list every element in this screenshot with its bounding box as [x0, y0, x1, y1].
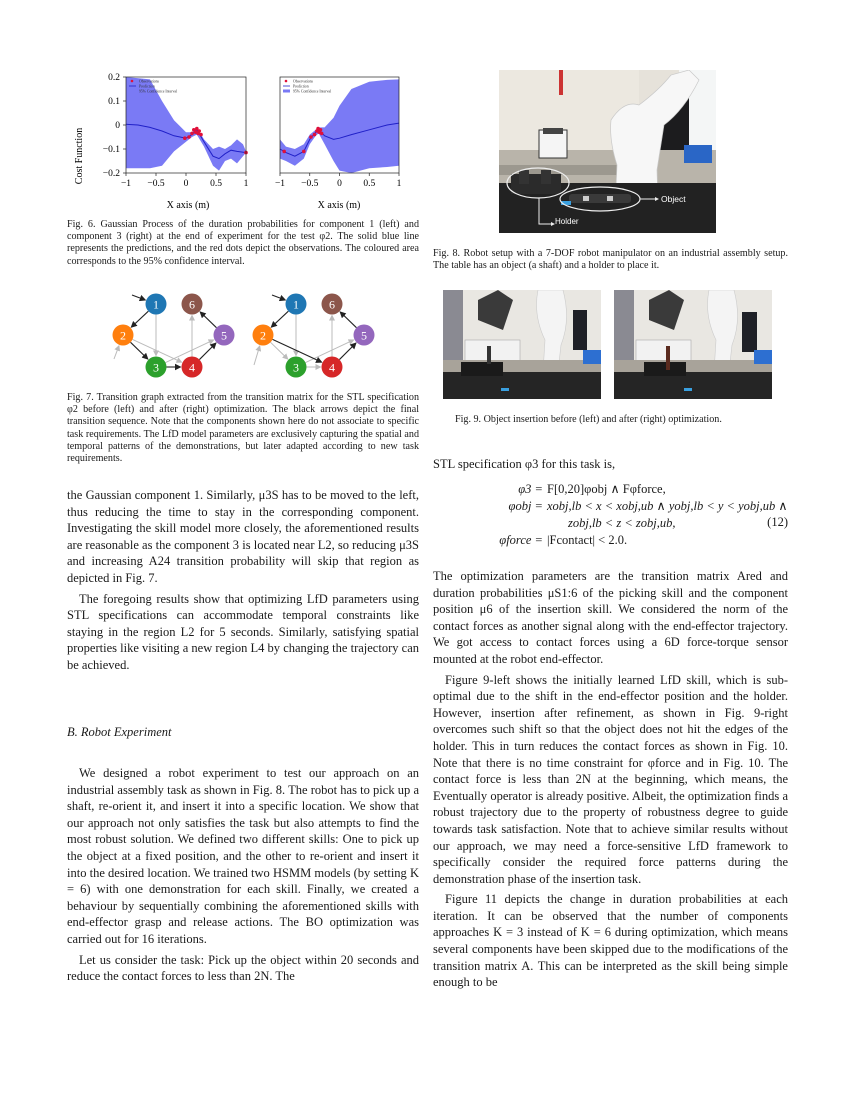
paragraph: The optimization parameters are the transition matrix Ared and duration probabilities μS1:6 of the picking skill and the component position μ6 of the insertion skill. We considered the norm of the contact forces as another signal along with the end-effector trajectory. We got access to contact forces using a 6D force-torque sensor mounted at the robot end-effector.: [433, 569, 788, 666]
transition-arrow-final: [272, 295, 285, 300]
observation-point: [190, 132, 194, 136]
transition-arrow-faded: [114, 346, 119, 359]
transition-arrow-faded: [254, 346, 260, 365]
state-node-label: 4: [189, 360, 195, 375]
fig8-holder-label: Holder: [555, 217, 579, 226]
fig7-graph-before: [113, 294, 235, 378]
legend-ci-marker: [283, 90, 290, 93]
transition-arrow-final: [340, 312, 356, 328]
eq-line4-lhs: φforce =: [499, 533, 543, 547]
state-node-label: 4: [329, 360, 335, 375]
x-tick-label: 0: [183, 179, 189, 189]
y-tick-label: 0: [115, 121, 120, 131]
legend-label: Observations: [293, 79, 314, 84]
eq-line4-rhs: |Fcontact| < 2.0.: [547, 533, 628, 547]
fig6-caption: [67, 219, 419, 268]
section-heading: B. Robot Experiment: [67, 725, 172, 739]
eq-line3: zobj,lb < z < zobj,ub,: [568, 516, 676, 530]
fig7-caption-text: Fig. 7. Transition graph extracted from the transition matrix for the STL specification φ2 before (left) and after (right) optimization. The black arrows depict the final transition sequence. Note that the components shown here do not associate to specific task requirements. The LfD model parameters are exclusively capturing the spatial and temporal patterns of the demonstrations, but later adapted according to new task requirements.: [67, 392, 419, 465]
paragraph: Let us consider the task: Pick up the object within 20 seconds and reduce the contact forces to less than 2N. The: [67, 952, 419, 984]
transition-arrow-final: [271, 311, 288, 327]
x-tick-label: 1: [396, 179, 402, 189]
legend-label: 95% Confidence Interval: [293, 89, 332, 94]
x-tick-label: −1: [274, 179, 286, 189]
transition-arrow-final: [131, 311, 148, 327]
observation-point: [313, 133, 317, 137]
fig9-before-photo: [443, 290, 601, 399]
fig7-graph-after: [253, 294, 375, 378]
paragraph: The foregoing results show that optimizing LfD parameters using STL specifications can accommodate temporal constraints like staying in the region L2 for 5 seconds. Similarly, satisfying spatial properties like visiting a new region L4 by changing the trajectory can be achieved.: [67, 591, 419, 672]
state-node-label: 2: [120, 328, 126, 343]
legend-label: Observations: [139, 79, 160, 84]
equation-number: (12): [767, 515, 788, 529]
equation-12: [443, 481, 788, 561]
transition-arrow-final: [132, 295, 145, 300]
fig8-caption-text: Fig. 8. Robot setup with a 7-DOF robot manipulator on an industrial assembly setup. The table has an object (a shaft) and a holder to place it.: [433, 248, 788, 272]
legend-ci-marker: [129, 90, 136, 93]
state-node-label: 1: [293, 297, 299, 312]
transition-arrow-final: [200, 312, 216, 328]
x-tick-label: 1: [243, 179, 249, 189]
x-tick-label: −0.5: [301, 179, 319, 189]
fig6-caption-text: Fig. 6. Gaussian Process of the duration probabilities for component 1 (left) and component 3 (right) at the end of experiment for the test φ2. The solid blue line represents the predictions, and the red dots depict the observations. The coloured area corresponds to the 95% confidence interval.: [67, 219, 419, 267]
eq-line2-lhs: φobj =: [508, 499, 543, 513]
left-column-lower: [67, 765, 419, 989]
state-node-label: 2: [260, 328, 266, 343]
fig7-caption: [67, 392, 419, 465]
eq-line1-rhs: F[0,20]φobj ∧ Fφforce,: [547, 482, 666, 496]
legend-label: Prediction: [139, 84, 155, 89]
legend-observations-marker: [131, 80, 134, 83]
observation-point: [183, 136, 187, 140]
fig9-after-illustration: [614, 290, 772, 399]
observation-point: [282, 150, 286, 154]
observation-point: [319, 128, 323, 132]
observation-point: [302, 150, 306, 154]
state-node-label: 5: [221, 328, 227, 343]
fig6-xlabel-right: X axis (m): [317, 200, 361, 211]
fig8-photo-illustration: [499, 70, 716, 233]
state-node-label: 3: [153, 360, 159, 375]
state-node-label: 1: [153, 297, 159, 312]
left-column: [67, 487, 419, 678]
fig9-before-illustration: [443, 290, 601, 399]
state-node-label: 6: [189, 297, 195, 312]
observation-point: [187, 135, 191, 139]
state-node-label: 3: [293, 360, 299, 375]
observation-point: [309, 135, 313, 139]
y-tick-label: −0.1: [102, 145, 120, 155]
x-tick-label: −1: [120, 179, 132, 189]
state-node-label: 5: [361, 328, 367, 343]
fig8-object-label: Object: [661, 194, 686, 204]
fig6-xlabel-left: X axis (m): [166, 200, 210, 211]
fig6-ylabel: Cost Function: [74, 127, 85, 185]
fig6-panel-right: [275, 77, 402, 189]
observation-point: [197, 129, 201, 133]
paragraph: We designed a robot experiment to test our approach on an industrial assembly task as shown in Fig. 8. The robot has to pick up a shaft, re-orient it, and insert it into a specific location. We show that our approach not only satisfies the task but also attempts to find the most robust solution. We defined two different skills: One to pick up the object at a fixed position, and the other to re-orient and insert it into the desired location. We trained two HSMM models (by setting K = 6) with one demonstration for each skill. Finally, we created a behaviour by sequentially combining the aforementioned skills with end-effector grasp and release actions. The BO optimization was carried out for 16 iterations.: [67, 766, 419, 946]
eq-line2-rhs: xobj,lb < x < xobj,ub ∧ yobj,lb < y < yobj,ub ∧: [547, 499, 788, 513]
right-column: [433, 568, 788, 995]
state-node-label: 6: [329, 297, 335, 312]
x-tick-label: 0.5: [363, 179, 376, 189]
legend-observations-marker: [285, 80, 288, 83]
fig7-graphs: [100, 285, 390, 385]
eq-line1-lhs: φ3 =: [518, 482, 543, 496]
fig6-charts: [60, 65, 430, 215]
paragraph: Figure 9-left shows the initially learned LfD skill, which is sub-optimal due to the shift in the end-effector position and the holder. However, insertion after refinement, as shown in Fig. 9-right overcomes such shift so that the object does not hit the edges of the holder. This in turn reduces the contact forces as shown in Fig. 10. Note that there is no time constraint for φforce and in Fig. 10. The contact force is less than 2N at the beginning, which means, the Eventually operator is already positive. Albeit, the optimization finds a robust trajectory due to the property of robustness degree to guide towards task satisfaction. Note that to achieve similar results without our approach, we may need a force-sensitive LfD framework to specifically consider the required force patterns during the demonstration phase of the insertion task.: [433, 672, 788, 886]
x-tick-label: 0.5: [210, 179, 222, 189]
legend-label: Prediction: [293, 84, 309, 89]
fig9-caption: [455, 414, 795, 426]
observation-point: [320, 132, 324, 136]
y-tick-label: 0.1: [108, 97, 120, 107]
legend-label: 95% Confidence Interval: [139, 89, 178, 94]
x-tick-label: 0: [337, 179, 342, 189]
observation-point: [199, 133, 203, 137]
fig8-robot-setup-photo: [499, 70, 716, 233]
stl-intro: STL specification φ3 for this task is,: [433, 457, 616, 471]
y-tick-label: 0.2: [108, 73, 120, 83]
x-tick-label: −0.5: [147, 179, 165, 189]
paragraph: Figure 11 depicts the change in duration probabilities at each iteration. It can be observed that the number of components approaches K = 3 instead of K = 6 during optimization, which means several components have been skipped due to the modifications of the transition matrix A. This can be interpreted as the skill being simple enough to be: [433, 892, 788, 990]
y-tick-label: −0.2: [102, 169, 120, 179]
fig6-panel-left: [103, 73, 249, 189]
fig9-after-photo: [614, 290, 772, 399]
fig9-caption-text: Fig. 9. Object insertion before (left) and after (right) optimization.: [455, 414, 722, 425]
paragraph: the Gaussian component 1. Similarly, μ3S has to be moved to the left, thus reducing the time to stay in the corresponding component. Investigating the skill model more closely, the aforementioned results are reasonable as the component 3 is located near L2, so reducing μ3S and increasing A24 transition probability will skip that region as depicted in Fig. 7.: [67, 488, 419, 585]
fig8-caption: [433, 248, 788, 272]
